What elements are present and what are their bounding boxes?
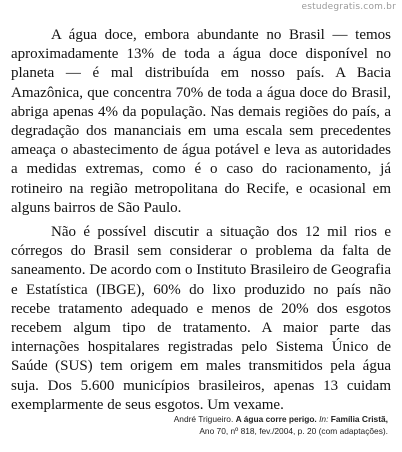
citation-title: A água corre perigo. xyxy=(235,414,317,424)
citation-source: Família Cristã, xyxy=(330,414,388,424)
paragraph-1: A água doce, embora abundante no Brasil — temos aproximadamente 13% de toda a água doce disponível no planeta — é mal distribuída em nosso país. A Bacia Amazônica, que concentra 70% de toda a água doce do Brasil, abriga apenas 4% da população. Nas demais regiões do país, a degradação dos mananciais em uma escala sem precedentes ameaça o abastecimento de água potável e leva as autoridades a medidas extremas, como é o caso do racionamento, já rotineiro na região metropolitana do Recife, e ocasional em alguns bairros de São Paulo. xyxy=(11,27,391,216)
article-body xyxy=(11,26,391,420)
citation-in-label: In: xyxy=(319,414,329,424)
paragraph-2: Não é possível discutir a situação dos 12 mil rios e córregos do Brasil sem considerar o problema da falta de saneamento. De acordo com o Instituto Brasileiro de Geografia e Estatística (IBGE), 60% do lixo produzido no país não recebe tratamento adequado e menos de 20% dos esgotos recebem algum tipo de tratamento. A maior parte das internações hospitalares registradas pelo Sistema Único de Saúde (SUS) tem origem em males transmitidos pela água suja. Dos 5.600 municípios brasileiros, apenas 13 cuidam exemplarmente de seus esgotos. Um vexame. xyxy=(11,224,391,413)
citation-author: André Trigueiro. xyxy=(173,414,234,424)
citation-details: Ano 70, nº 818, fev./2004, p. 20 (com adaptações). xyxy=(199,425,388,436)
watermark: estudegratis.com.br xyxy=(301,2,396,12)
citation xyxy=(128,414,388,437)
